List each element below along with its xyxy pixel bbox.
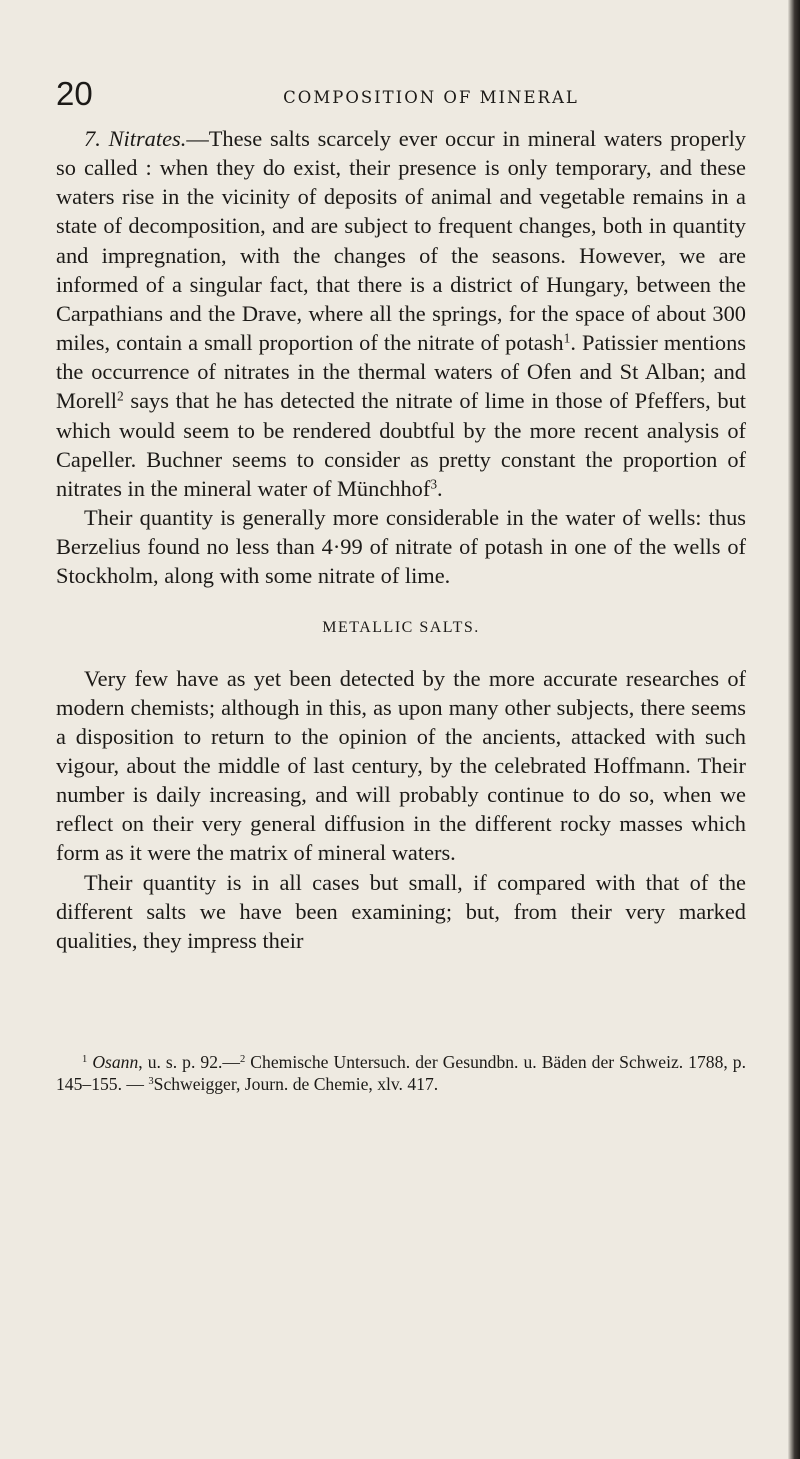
nitrates-text-b: . Patissier mentions the occurrence of nitrates in the thermal waters of Ofen and St Alban; and Morell (56, 330, 747, 414)
footnote-mark-2: 2 (239, 1054, 246, 1066)
footnote-3-text: Schweigger, Journ. de Chemie, xlv. 417. (153, 1073, 439, 1094)
metallic-paragraph-2: Their quantity is in all cases but small, if compared with that of the different salts we have been examining; but, from their very marked qualities, they impress their (56, 869, 746, 953)
footnote-ref-3: 3 (430, 476, 438, 492)
metallic-paragraph-1: Very few have as yet been detected by the more accurate researches of modern chemists; although in this, as upon many other subjects, there seems a disposition to return to the opinion of the ancients, attacked with such vigour, about the middle of last century, by the celebrated Hoffmann. Their number is daily increasing, and will probably continue to do so, when we reflect on their very general diffusion in the different rocky masses which form as it were the matrix of mineral waters. (56, 665, 746, 866)
nitrates-text-d: . (437, 475, 443, 501)
footnote-ref-2: 2 (116, 389, 124, 405)
footnote-ref-1: 1 (563, 330, 571, 346)
footnote-2-text: Chemische Untersuch. der Gesundbn. u. Bäden der Schweiz. 1788, p. 145–155. — (56, 1052, 746, 1094)
footnote-1-author: Osann (92, 1052, 139, 1072)
section-title-metallic-salts: METALLIC SALTS. (322, 618, 480, 636)
nitrates-text-c: says that he has detected the nitrate of lime in those of Pfeffers, but which would seem to be rendered doubtful by the more recent analysis of Capeller. Buchner seems to consider as pretty constant the proportion of nitrates in the mineral water of Münchhof (56, 388, 746, 501)
nitrates-heading: 7. Nitrates. (84, 126, 187, 151)
page-header (56, 74, 746, 114)
footnote-mark-1: 1 (82, 1054, 88, 1066)
footnote-line (56, 1052, 746, 1095)
body-text (56, 124, 746, 955)
page-edge-shadow (788, 0, 800, 1459)
running-head: COMPOSITION OF MINERAL (283, 88, 579, 107)
footnote-mark-3: 3 (148, 1075, 154, 1087)
nitrates-paragraph-2: Their quantity is generally more considerable in the water of wells: thus Berzelius found no less than 4·99 of nitrate of potash in one of the wells of Stockholm, along with some nitrate of lime. (56, 505, 746, 589)
nitrates-paragraph (56, 124, 746, 503)
page-number: 20 (56, 75, 93, 112)
footnotes (56, 1052, 746, 1095)
footnote-1-text: , u. s. p. 92.— (138, 1052, 240, 1072)
nitrates-text: —These salts scarcely ever occur in mineral waters properly so called : when they do exist, their presence is only temporary, and these waters rise in the vicinity of deposits of animal and vegetable remains in a state of decomposition, and are subject to frequent changes, both in quantity and impregnation, with the changes of the seasons. However, we are informed of a singular fact, that there is a district of Hungary, between the Carpathians and the Drave, where all the springs, for the space of about 300 miles, contain a small proportion of the nitrate of potash (56, 126, 746, 356)
